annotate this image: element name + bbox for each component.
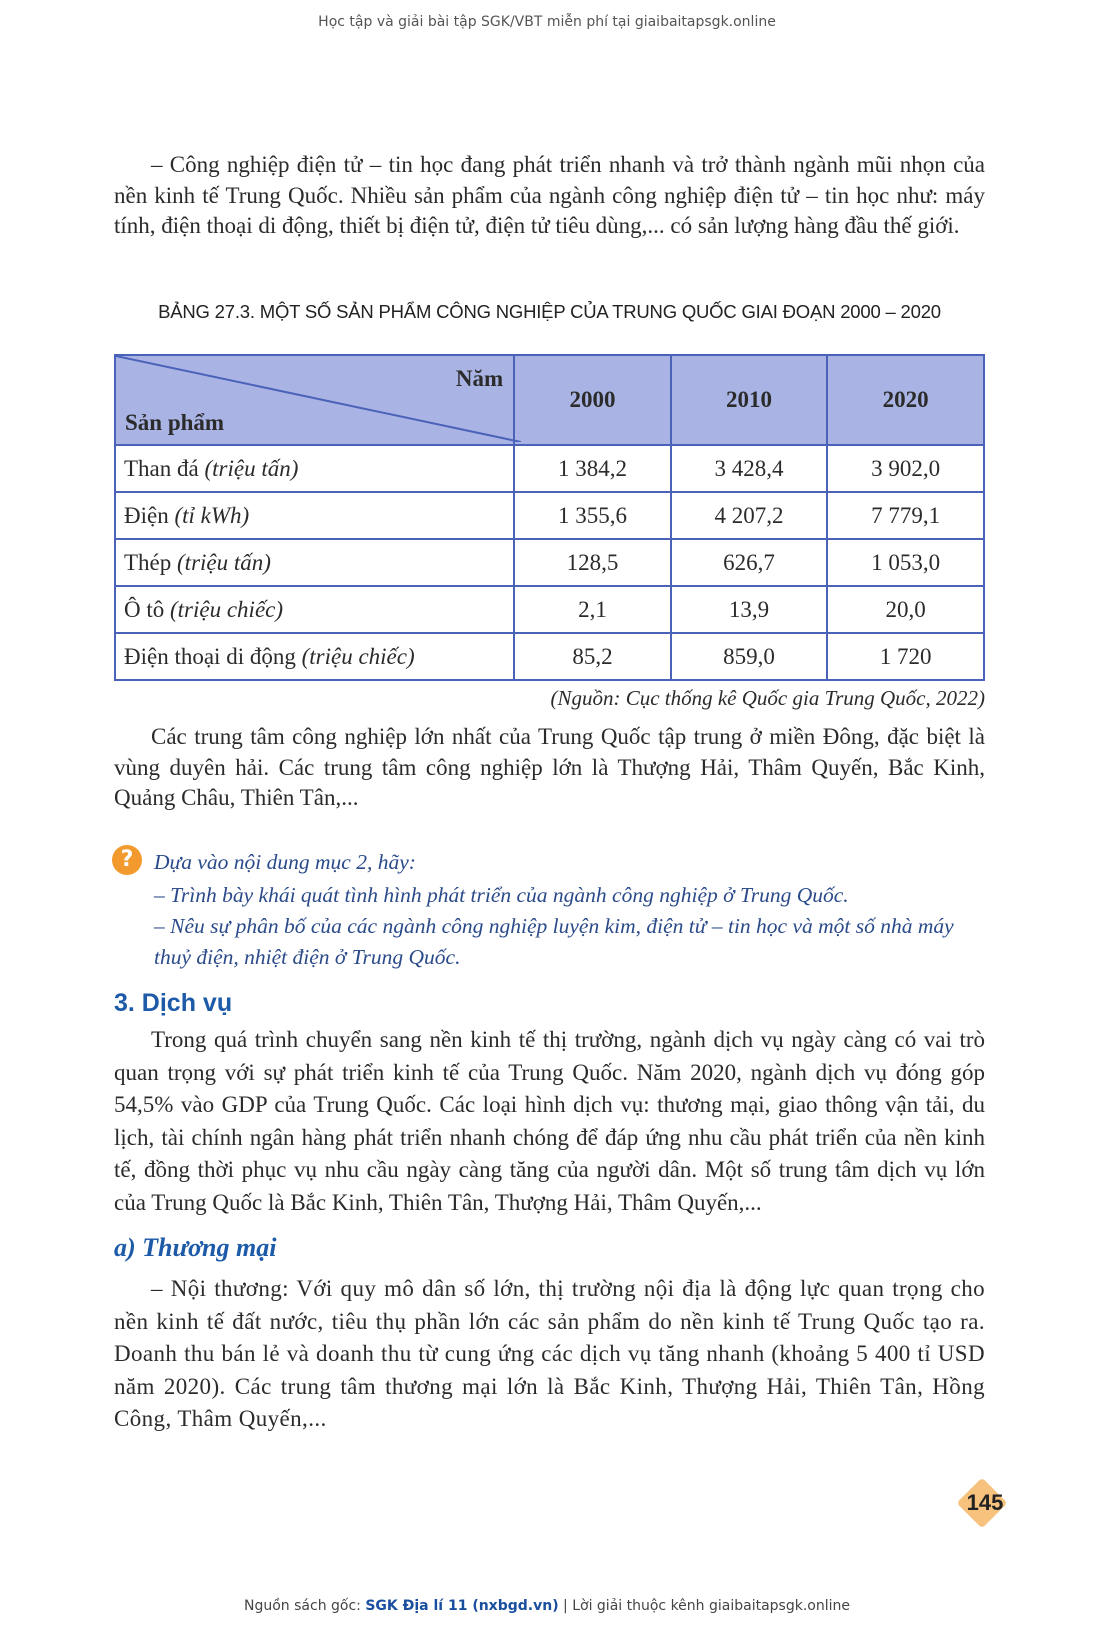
intro-paragraph: – Công nghiệp điện tử – tin học đang phát triển nhanh và trở thành ngành mũi nhọn của nền kinh tế Trung Quốc. Nhiều sản phẩm của ngành công nghiệp điện tử – tin học như: máy tính, điện thoại di động, thiết bị điện tử, điện tử tiêu dùng,... có sản lượng hàng đầu thế giới.	[114, 152, 985, 238]
value-cell: 626,7	[671, 539, 828, 586]
value-cell: 3 428,4	[671, 445, 828, 492]
value-cell: 128,5	[514, 539, 671, 586]
product-name-cell	[115, 586, 514, 633]
year-header-2010: 2010	[671, 355, 828, 445]
value-cell: 20,0	[827, 586, 984, 633]
product-name: Thép	[124, 549, 172, 575]
value-cell: 3 902,0	[827, 445, 984, 492]
question-prompt: Dựa vào nội dung mục 2, hãy:	[154, 850, 416, 874]
year-header-2020: 2020	[827, 355, 984, 445]
product-name-cell	[115, 539, 514, 586]
table-header-row	[115, 355, 984, 445]
value-cell: 13,9	[671, 586, 828, 633]
industrial-products-table	[114, 354, 985, 681]
industrial-centers-paragraph: Các trung tâm công nghiệp lớn nhất của Trung Quốc tập trung ở miền Đông, đặc biệt là vùng duyên hải. Các trung tâm công nghiệp lớn là Thượng Hải, Thâm Quyến, Bắc Kinh, Quảng Châu, Thiên Tân,...	[114, 724, 985, 810]
table-corner-cell	[115, 355, 514, 445]
product-unit: (triệu tấn)	[204, 455, 299, 481]
services-paragraph: Trong quá trình chuyển sang nền kinh tế thị trường, ngành dịch vụ ngày càng có vai trò quan trọng với sự phát triển kinh tế của Trung Quốc. Năm 2020, ngành dịch vụ đóng góp 54,5% vào GDP của Trung Quốc. Các loại hình dịch vụ: thương mại, giao thông vận tải, du lịch, tài chính ngân hàng phát triển nhanh chóng để đáp ứng nhu cầu phát triển của nền kinh tế, đồng thời phục vụ nhu cầu ngày càng tăng của người dân. Một số trung tâm dịch vụ lớn của Trung Quốc là Bắc Kinh, Thiên Tân, Thượng Hải, Thâm Quyến,...	[114, 1027, 985, 1215]
table-row	[115, 445, 984, 492]
table-row	[115, 539, 984, 586]
product-name-cell	[115, 445, 514, 492]
value-cell: 859,0	[671, 633, 828, 680]
table-title: BẢNG 27.3. MỘT SỐ SẢN PHẨM CÔNG NGHIỆP CỦA TRUNG QUỐC GIAI ĐOẠN 2000 – 2020	[158, 301, 941, 322]
product-unit: (tỉ kWh)	[174, 502, 250, 528]
footer-banner	[0, 1598, 1094, 1614]
product-name: Điện thoại di động	[124, 643, 296, 669]
product-name-cell	[115, 633, 514, 680]
page-number: 145	[966, 1490, 1004, 1515]
value-cell: 2,1	[514, 586, 671, 633]
table-row	[115, 633, 984, 680]
value-cell: 1 053,0	[827, 539, 984, 586]
product-name-cell	[115, 492, 514, 539]
value-cell: 4 207,2	[671, 492, 828, 539]
value-cell: 7 779,1	[827, 492, 984, 539]
value-cell: 85,2	[514, 633, 671, 680]
subsection-heading-trade: a) Thương mại	[114, 1233, 277, 1262]
footer-suffix[interactable]: | Lời giải thuộc kênh giaibaitapsgk.online	[563, 1598, 850, 1614]
product-unit: (triệu chiếc)	[301, 643, 415, 669]
trade-paragraph: – Nội thương: Với quy mô dân số lớn, thị trường nội địa là động lực quan trọng cho nền kinh tế đất nước, tiêu thụ phần lớn các sản phẩm do nền kinh tế Trung Quốc tạo ra. Doanh thu bán lẻ và doanh thu từ cung ứng các dịch vụ tăng nhanh (khoảng 5 400 tỉ USD năm 2020). Các trung tâm thương mại lớn là Bắc Kinh, Thượng Hải, Thiên Tân, Hồng Công, Thâm Quyến,...	[114, 1276, 985, 1431]
product-unit: (triệu chiếc)	[170, 596, 284, 622]
table-row	[115, 586, 984, 633]
footer-prefix: Nguồn sách gốc:	[244, 1598, 361, 1614]
corner-product-label: Sản phẩm	[125, 410, 225, 435]
value-cell: 1 355,6	[514, 492, 671, 539]
header-banner[interactable]: Học tập và giải bài tập SGK/VBT miễn phí tại giaibaitapsgk.online	[318, 14, 776, 30]
year-header-2000: 2000	[514, 355, 671, 445]
corner-year-label: Năm	[455, 366, 504, 391]
product-name: Điện	[124, 502, 169, 528]
section-heading-services: 3. Dịch vụ	[114, 989, 233, 1017]
value-cell: 1 720	[827, 633, 984, 680]
footer-source-link[interactable]: SGK Địa lí 11 (nxbgd.vn)	[365, 1598, 559, 1614]
product-unit: (triệu tấn)	[177, 549, 271, 575]
page-number-badge	[958, 1484, 1012, 1522]
value-cell: 1 384,2	[514, 445, 671, 492]
question-item-2: – Nêu sự phân bố của các ngành công nghiệp luyện kim, điện tử – tin học và một số nhà máy thuỷ điện, nhiệt điện ở Trung Quốc.	[154, 914, 954, 969]
product-name: Ô tô	[124, 596, 165, 622]
table-row	[115, 492, 984, 539]
question-icon: ?	[112, 845, 142, 875]
question-item-1: – Trình bày khái quát tình hình phát triển của ngành công nghiệp ở Trung Quốc.	[154, 883, 849, 907]
table-source: (Nguồn: Cục thống kê Quốc gia Trung Quốc, 2022)	[550, 686, 985, 710]
product-name: Than đá	[124, 455, 199, 481]
